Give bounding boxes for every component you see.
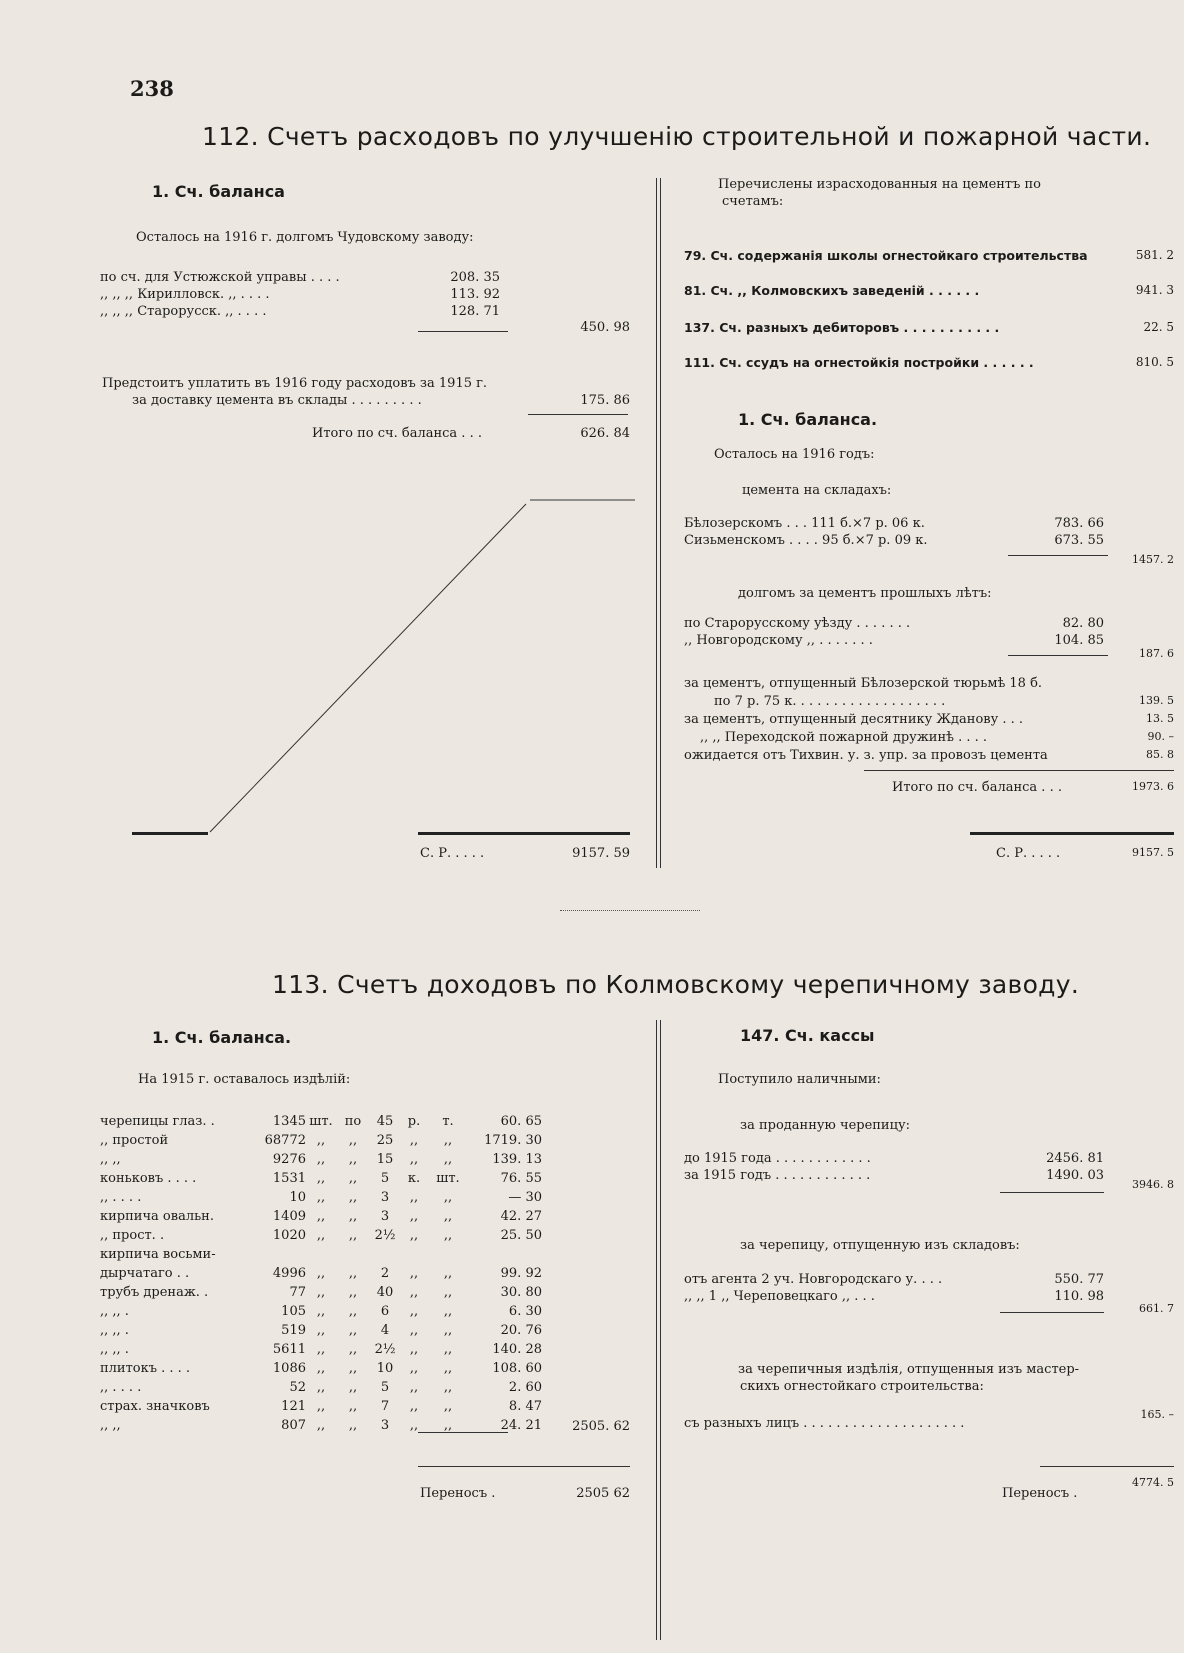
product-qty: 1531 bbox=[272, 1171, 306, 1186]
product-row bbox=[100, 1321, 542, 1340]
product-price: 45 bbox=[376, 1114, 394, 1129]
product-name: ,, ,, bbox=[100, 1418, 121, 1433]
product-po: ,, bbox=[348, 1266, 358, 1281]
product-name: ,, прост. . bbox=[100, 1228, 165, 1243]
product-price: 3 bbox=[380, 1190, 390, 1205]
product-qty: 519 bbox=[281, 1323, 306, 1338]
product-qty: 1086 bbox=[272, 1361, 306, 1376]
product-qty: 1409 bbox=[272, 1209, 306, 1224]
s112-left-pending2: за доставку цемента въ склады . . . . . . . . . bbox=[132, 393, 422, 408]
s113-left-carry-val: 2505 62 bbox=[576, 1486, 630, 1501]
column-divider-112b bbox=[660, 178, 661, 868]
s112-right-misc-row: ,, ,, Переходской пожарной дружинѣ . . . . 90. – bbox=[700, 730, 1174, 745]
product-u3: ,, bbox=[443, 1418, 453, 1433]
product-val: 99. 92 bbox=[500, 1266, 542, 1281]
product-name: ,, простой bbox=[100, 1133, 169, 1148]
s113-right-prod-val: 165. – bbox=[1140, 1408, 1174, 1421]
product-price: 2½ bbox=[374, 1228, 396, 1243]
s113-right-prod-row: съ разныхъ лицъ . . . . . . . . . . . . . . . . . . . . bbox=[684, 1416, 965, 1431]
product-u3: ,, bbox=[443, 1304, 453, 1319]
product-qty bbox=[250, 1245, 306, 1264]
s112-left-subtotal: 450. 98 bbox=[580, 320, 630, 335]
product-qty: 10 bbox=[289, 1190, 306, 1205]
product-u3: ,, bbox=[443, 1342, 453, 1357]
product-name: коньковъ . . . . bbox=[100, 1171, 197, 1186]
product-u2: к. bbox=[407, 1171, 421, 1186]
product-price: 25 bbox=[376, 1133, 394, 1148]
product-u1: ,, bbox=[316, 1171, 326, 1186]
s112-right-row: 111. Сч. ссудъ на огнестойкія постройки . . . . . . 810. 5 bbox=[684, 355, 1174, 370]
product-qty: 807 bbox=[281, 1418, 306, 1433]
product-u1: шт. bbox=[309, 1114, 333, 1129]
product-u2: ,, bbox=[409, 1266, 419, 1281]
s112-right-stock-head: цемента на складахъ: bbox=[742, 483, 892, 498]
product-val: 42. 27 bbox=[500, 1209, 542, 1224]
product-u3: ,, bbox=[443, 1380, 453, 1395]
s112-right-debt-row: по Старорусскому уѣзду . . . . . . . 82. 80 bbox=[684, 616, 1104, 631]
product-row bbox=[100, 1150, 542, 1169]
s112-right-total-label: Итого по сч. баланса . . . bbox=[892, 780, 1062, 795]
product-qty: 5611 bbox=[272, 1342, 306, 1357]
product-name: черепицы глаз. . bbox=[100, 1114, 215, 1129]
column-divider-112 bbox=[656, 178, 657, 868]
product-u3: ,, bbox=[443, 1266, 453, 1281]
s113-right-wh-total: 661. 7 bbox=[1139, 1302, 1174, 1315]
product-val: 6. 30 bbox=[508, 1304, 542, 1319]
product-val: 108. 60 bbox=[492, 1361, 542, 1376]
rule bbox=[528, 414, 628, 415]
s112-left-total-label: Итого по сч. баланса . . . bbox=[312, 426, 482, 441]
product-u3: ,, bbox=[443, 1361, 453, 1376]
s112-right-intro2: счетамъ: bbox=[722, 194, 784, 209]
section-112-title: 112. Счетъ расходовъ по улучшенію строительной и пожарной части. bbox=[202, 122, 1152, 151]
product-po: ,, bbox=[348, 1190, 358, 1205]
product-po: по bbox=[344, 1114, 362, 1129]
product-qty: 1020 bbox=[272, 1228, 306, 1243]
rule bbox=[1008, 555, 1108, 556]
rule bbox=[970, 832, 1174, 835]
product-u1: ,, bbox=[316, 1152, 326, 1167]
s112-right-head: 1. Сч. баланса. bbox=[738, 410, 878, 429]
s112-left-pending-val: 175. 86 bbox=[580, 393, 630, 408]
product-row bbox=[100, 1226, 542, 1245]
product-qty: 68772 bbox=[264, 1133, 306, 1148]
product-val: 24. 21 bbox=[500, 1418, 542, 1433]
separator bbox=[560, 910, 700, 911]
product-name: страх. значковъ bbox=[100, 1399, 210, 1414]
product-po: ,, bbox=[348, 1380, 358, 1395]
product-u2: ,, bbox=[409, 1323, 419, 1338]
s113-right-wh-row: отъ агента 2 уч. Новгородскаго у. . . . 550. 77 bbox=[684, 1272, 1104, 1287]
rule bbox=[1040, 1466, 1174, 1467]
s112-right-misc-row: ожидается отъ Тихвин. у. з. упр. за провозъ цемента 85. 8 bbox=[684, 748, 1174, 763]
products-table bbox=[100, 1112, 542, 1435]
product-price: 15 bbox=[376, 1152, 394, 1167]
product-row bbox=[100, 1207, 542, 1226]
product-row bbox=[100, 1340, 542, 1359]
product-price bbox=[370, 1245, 400, 1264]
product-u2: ,, bbox=[409, 1380, 419, 1395]
product-name: ,, . . . . bbox=[100, 1190, 142, 1205]
product-u3: ,, bbox=[443, 1399, 453, 1414]
product-u2: р. bbox=[407, 1114, 421, 1129]
product-row bbox=[100, 1302, 542, 1321]
product-u3: шт. bbox=[436, 1171, 460, 1186]
s112-right-misc-row: по 7 р. 75 к. . . . . . . . . . . . . . . . . . . 139. 5 bbox=[714, 694, 1174, 709]
s112-left-head: 1. Сч. баланса bbox=[152, 182, 285, 201]
s112-right-remain: Осталось на 1916 годъ: bbox=[714, 447, 875, 462]
product-row bbox=[100, 1131, 542, 1150]
product-qty: 4996 bbox=[272, 1266, 306, 1281]
s112-right-row: 81. Сч. ,, Колмовскихъ заведеній . . . . . . 941. 3 bbox=[684, 283, 1174, 298]
product-po: ,, bbox=[348, 1209, 358, 1224]
product-qty: 1345 bbox=[272, 1114, 306, 1129]
product-u1: ,, bbox=[316, 1361, 326, 1376]
s113-right-prod1: за черепичныя издѣлія, отпущенныя изъ мастер- bbox=[738, 1362, 1080, 1377]
product-u2: ,, bbox=[409, 1209, 419, 1224]
product-u1: ,, bbox=[316, 1304, 326, 1319]
s112-left-row: ,, ,, ,, Кирилловск. ,, . . . . 113. 92 bbox=[100, 287, 500, 302]
s112-right-debt-total: 187. 6 bbox=[1139, 647, 1174, 660]
product-row bbox=[100, 1283, 542, 1302]
product-u3: ,, bbox=[443, 1285, 453, 1300]
product-row bbox=[100, 1188, 542, 1207]
product-u2: ,, bbox=[409, 1190, 419, 1205]
product-po: ,, bbox=[348, 1342, 358, 1357]
rule bbox=[418, 331, 508, 332]
s113-right-sold-total: 3946. 8 bbox=[1132, 1178, 1174, 1191]
product-u1: ,, bbox=[316, 1228, 326, 1243]
s112-left-sr-val: 9157. 59 bbox=[572, 846, 630, 861]
product-val: 8. 47 bbox=[508, 1399, 542, 1414]
rule bbox=[1008, 655, 1108, 656]
product-po: ,, bbox=[348, 1304, 358, 1319]
product-u1: ,, bbox=[316, 1133, 326, 1148]
product-name: кирпича овальн. bbox=[100, 1209, 214, 1224]
product-po: ,, bbox=[348, 1152, 358, 1167]
s112-right-misc-row: за цементъ, отпущенный десятнику Жданову . . . 13. 5 bbox=[684, 712, 1174, 727]
product-u1 bbox=[306, 1245, 336, 1264]
product-row bbox=[100, 1378, 542, 1397]
diagonal-filler-line bbox=[200, 480, 640, 840]
product-po: ,, bbox=[348, 1399, 358, 1414]
s113-right-sold-row: за 1915 годъ . . . . . . . . . . . . 1490. 03 bbox=[684, 1168, 1104, 1183]
product-u1: ,, bbox=[316, 1266, 326, 1281]
product-qty: 52 bbox=[289, 1380, 306, 1395]
s112-left-sr-label: С. Р. . . . . bbox=[420, 846, 485, 861]
rule bbox=[418, 1466, 630, 1467]
product-u2: ,, bbox=[409, 1304, 419, 1319]
s112-right-stock-total: 1457. 2 bbox=[1132, 553, 1174, 566]
s113-left-intro: На 1915 г. оставалось издѣлій: bbox=[138, 1072, 351, 1087]
s113-right-sold-head: за проданную черепицу: bbox=[740, 1118, 910, 1133]
product-u3: ,, bbox=[443, 1323, 453, 1338]
column-divider-113 bbox=[656, 1020, 657, 1640]
product-row bbox=[100, 1169, 542, 1188]
product-u1: ,, bbox=[316, 1380, 326, 1395]
product-u2 bbox=[400, 1245, 428, 1264]
s112-left-pending1: Предстоитъ уплатить въ 1916 году расходовъ за 1915 г. bbox=[102, 376, 488, 391]
s113-right-sold-row: до 1915 года . . . . . . . . . . . . 2456. 81 bbox=[684, 1151, 1104, 1166]
product-name: ,, . . . . bbox=[100, 1380, 142, 1395]
rule bbox=[418, 1432, 508, 1433]
product-price: 7 bbox=[380, 1399, 390, 1414]
column-divider-113b bbox=[660, 1020, 661, 1640]
rule bbox=[864, 770, 1174, 771]
product-name: ,, ,, . bbox=[100, 1323, 129, 1338]
s113-right-carry-label: Переносъ . bbox=[1002, 1486, 1078, 1501]
product-row bbox=[100, 1359, 542, 1378]
product-price: 10 bbox=[376, 1361, 394, 1376]
product-qty: 9276 bbox=[272, 1152, 306, 1167]
product-u1: ,, bbox=[316, 1399, 326, 1414]
product-price: 40 bbox=[376, 1285, 394, 1300]
product-qty: 121 bbox=[281, 1399, 306, 1414]
rule bbox=[132, 832, 208, 835]
section-113-title: 113. Счетъ доходовъ по Колмовскому черепичному заводу. bbox=[272, 970, 1080, 999]
product-val: 60. 65 bbox=[500, 1114, 542, 1129]
product-row bbox=[100, 1112, 542, 1131]
s112-right-sr-label: С. Р. . . . . bbox=[996, 846, 1061, 861]
product-po: ,, bbox=[348, 1133, 358, 1148]
rule bbox=[1000, 1312, 1104, 1313]
s112-left-row: ,, ,, ,, Старорусск. ,, . . . . 128. 71 bbox=[100, 304, 500, 319]
product-qty: 77 bbox=[289, 1285, 306, 1300]
product-po: ,, bbox=[348, 1285, 358, 1300]
product-val: 76. 55 bbox=[500, 1171, 542, 1186]
s113-right-intro: Поступило наличными: bbox=[718, 1072, 881, 1087]
product-u1: ,, bbox=[316, 1342, 326, 1357]
product-name: дырчатаго . . bbox=[100, 1266, 190, 1281]
product-price: 2 bbox=[380, 1266, 390, 1281]
product-val bbox=[468, 1245, 542, 1264]
product-u2: ,, bbox=[409, 1361, 419, 1376]
product-val: 140. 28 bbox=[492, 1342, 542, 1357]
s112-right-row: 137. Сч. разныхъ дебиторовъ . . . . . . . . . . . 22. 5 bbox=[684, 320, 1174, 335]
product-u1: ,, bbox=[316, 1209, 326, 1224]
s113-right-wh-head: за черепицу, отпущенную изъ складовъ: bbox=[740, 1238, 1020, 1253]
product-price: 5 bbox=[380, 1380, 390, 1395]
product-name: кирпича восьми- bbox=[100, 1247, 216, 1262]
page-number: 238 bbox=[130, 76, 174, 101]
s112-right-stock-row: Бѣлозерскомъ . . . 111 б.×7 р. 06 к. 783. 66 bbox=[684, 516, 1104, 531]
s113-right-head: 147. Сч. кассы bbox=[740, 1026, 875, 1045]
product-po bbox=[336, 1245, 370, 1264]
product-row bbox=[100, 1245, 542, 1264]
s112-left-total-val: 626. 84 bbox=[580, 426, 630, 441]
product-price: 3 bbox=[380, 1209, 390, 1224]
product-price: 6 bbox=[380, 1304, 390, 1319]
product-val: 139. 13 bbox=[492, 1152, 542, 1167]
product-qty: 105 bbox=[281, 1304, 306, 1319]
s112-right-debt-head: долгомъ за цементъ прошлыхъ лѣтъ: bbox=[738, 586, 992, 601]
rule bbox=[418, 832, 630, 835]
s112-right-intro1: Перечислены израсходованныя на цементъ по bbox=[718, 177, 1042, 192]
s113-left-subtotal: 2505. 62 bbox=[572, 1419, 630, 1434]
product-u1: ,, bbox=[316, 1323, 326, 1338]
product-name: ,, ,, . bbox=[100, 1304, 129, 1319]
product-u3: т. bbox=[442, 1114, 454, 1129]
product-u3 bbox=[428, 1245, 468, 1264]
product-po: ,, bbox=[348, 1361, 358, 1376]
s113-right-carry-val: 4774. 5 bbox=[1132, 1476, 1174, 1489]
product-po: ,, bbox=[348, 1323, 358, 1338]
product-name: плитокъ . . . . bbox=[100, 1361, 191, 1376]
product-u3: ,, bbox=[443, 1190, 453, 1205]
product-u2: ,, bbox=[409, 1418, 419, 1433]
product-val: — 30 bbox=[508, 1190, 542, 1205]
product-val: 30. 80 bbox=[500, 1285, 542, 1300]
product-val: 20. 76 bbox=[500, 1323, 542, 1338]
s112-left-intro: Осталось на 1916 г. долгомъ Чудовскому заводу: bbox=[136, 230, 474, 245]
product-price: 2½ bbox=[374, 1342, 396, 1357]
s113-left-head: 1. Сч. баланса. bbox=[152, 1028, 292, 1047]
product-u2: ,, bbox=[409, 1342, 419, 1357]
product-u2: ,, bbox=[409, 1228, 419, 1243]
s112-right-misc-row: за цементъ, отпущенный Бѣлозерской тюрьмѣ 18 б. bbox=[684, 676, 1043, 691]
s112-left-row: по сч. для Устюжской управы . . . . 208. 35 bbox=[100, 270, 500, 285]
s112-right-sr-val: 9157. 5 bbox=[1132, 846, 1174, 859]
product-u2: ,, bbox=[409, 1285, 419, 1300]
product-name: ,, ,, bbox=[100, 1152, 121, 1167]
product-val: 2. 60 bbox=[508, 1380, 542, 1395]
product-price: 4 bbox=[380, 1323, 390, 1338]
product-po: ,, bbox=[348, 1171, 358, 1186]
rule bbox=[1000, 1192, 1104, 1193]
product-price: 3 bbox=[380, 1418, 390, 1433]
product-name: трубъ дренаж. . bbox=[100, 1285, 209, 1300]
product-price: 5 bbox=[380, 1171, 390, 1186]
product-u2: ,, bbox=[409, 1133, 419, 1148]
product-po: ,, bbox=[348, 1418, 358, 1433]
product-val: 1719. 30 bbox=[484, 1133, 542, 1148]
product-name: ,, ,, . bbox=[100, 1342, 129, 1357]
product-row bbox=[100, 1397, 542, 1416]
product-row bbox=[100, 1264, 542, 1283]
s112-right-row: 79. Сч. содержанія школы огнестойкаго строительства 581. 2 bbox=[684, 248, 1174, 263]
product-u1: ,, bbox=[316, 1418, 326, 1433]
product-u3: ,, bbox=[443, 1133, 453, 1148]
product-u1: ,, bbox=[316, 1190, 326, 1205]
product-u1: ,, bbox=[316, 1285, 326, 1300]
s113-left-carry-label: Переносъ . bbox=[420, 1486, 496, 1501]
s113-right-wh-row: ,, ,, 1 ,, Череповецкаго ,, . . . 110. 98 bbox=[684, 1289, 1104, 1304]
s112-right-total-val: 1973. 6 bbox=[1132, 780, 1174, 793]
product-u2: ,, bbox=[409, 1152, 419, 1167]
product-po: ,, bbox=[348, 1228, 358, 1243]
s112-right-stock-row: Сизьменскомъ . . . . 95 б.×7 р. 09 к. 673. 55 bbox=[684, 533, 1104, 548]
product-val: 25. 50 bbox=[500, 1228, 542, 1243]
product-u2: ,, bbox=[409, 1399, 419, 1414]
product-u3: ,, bbox=[443, 1152, 453, 1167]
product-u3: ,, bbox=[443, 1228, 453, 1243]
s112-right-debt-row: ,, Новгородскому ,, . . . . . . . 104. 85 bbox=[684, 633, 1104, 648]
s113-right-prod2: скихъ огнестойкаго строительства: bbox=[740, 1379, 984, 1394]
product-u3: ,, bbox=[443, 1209, 453, 1224]
